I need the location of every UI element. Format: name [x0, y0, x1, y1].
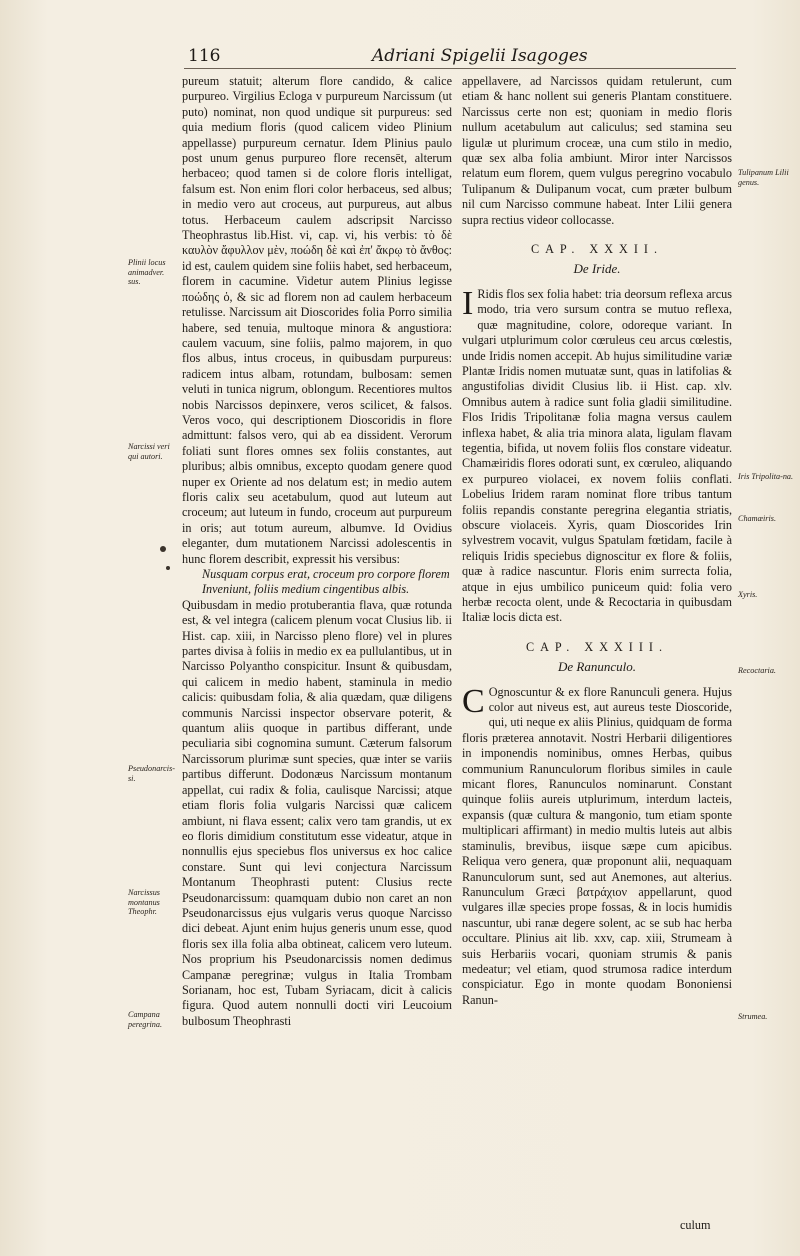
- drop-cap-c: C: [462, 682, 485, 720]
- left-paragraph-2: Quibusdam in medio protuberantia flava, quæ rotunda est, & vel integra (calicem plenum vocat Clusius lib. ii Hist. cap. xiii, in Narcisso pleno flore) vel in plures partes divisa à foliis in medio ex ea pullulantibus, ut in Narcisso Polyantho conspicitur. Insunt & quibusdam, qui calicem in medio habent, staminula in medio calicis: quibusdam folia, & alia quædam, quæ diligens communis Narcissi inspector observare poterit, & quantum aliis quoque in partibus differant, unde peculiaria sibi cognomina sumunt. Cæterum falsorum Narcissorum plurimæ sunt species, quæ inter se variis partibus differunt. Dodonæus Narcissum montanum appellat, cui radix & folia, caulisque Narcissi; atque etiam floris folia vulgaris Narcissi quæ calicem ambiunt, ni flava essent; calix vero tam grandis, ut ex eo floris dimidium constitutum esse videatur, atque in nonnullis ejus speciebus flos universus ex hoc calice constare. Sunt qui levi conjectura Narcissum Montanum Theophrasti putent: Clusius recte Pseudonarcissum: quamquam dubio non caret an non Pseudonarcissus ejus vulgaris verus quoque Narcisso dici debeat. Ajunt enim hujus generis unum esse, quod floris sex illa folia alba obtineat, calicem vero luteum. Nos proprium his Pseudonarcissis nomen dedimus Campanæ peregrinæ; vulgus in Italia Trombam Sorianam, hoc est, Tubam Syriacam, dicit à calicis figura. Quod autem nonnulli docti viri Leucoium bulbosum Theophrasti: [182, 597, 452, 1028]
- margin-note-campana: Campana peregrina.: [128, 1010, 163, 1029]
- margin-note-narcissi-veri: Narcissi veri qui autori.: [128, 442, 170, 461]
- iris-paragraph: [462, 284, 732, 626]
- page-number: 116: [188, 46, 221, 66]
- verse-line-1: Nusquam corpus erat, croceum pro corpore florem: [202, 567, 450, 581]
- left-column: [182, 74, 452, 1029]
- margin-note-chamaeiris: Chamæiris.: [738, 514, 776, 523]
- margin-note-pseudonarcissi: Pseudonarcis-si.: [128, 764, 175, 783]
- margin-note-xyris: Xyris.: [738, 590, 758, 599]
- left-paragraph-1: pureum statuit; alterum flore candido, & calice purpureo. Virgilius Ecloga v purpureum Narcissum (ut puto) nominat, non quod undique sit purpureus: sed quia medium floris (quod calicem video Plinium appellasse) purpureum cernatur. Idem Plinius paulo post unum genus purpureo flore recensēt, alterum herbaceo; quod tamen si de colore floris intelligat, falsum est. Non enim flori color herbaceus, sed albus; in medio vero aut croceus, aut purpureus, aut albus totus. Herbaceum caulem adscripsit Narcisso Theophrastus lib.Hist. vi, cap. vi, his verbis: τὸ δὲ καυλὸν ἄφυλλον μὲν, ποώδη δὲ καὶ ἐπ' ἄκρῳ τὸ ἄνθος: id est, caulem quidem sine foliis habet, sed herbaceum, florem in cacumine. Videtur autem Plinius legisse ποώδης ὁ, & sic ad florem non ad caulem herbaceum retulisse. Narcissum ait Dioscorides folia Porro similia habere, sed tenuia, multoque minora & angustiora: caulem vacuum, sine foliis, palmo majorem, in quo flos albus, intus croceus, in quibusdam purpureus: radicem intus albam, rotundam, bulbosam: semen veluti in tunica nigrum, oblongum. Recentiores multos nobis Narcissos depinxere, veros scilicet, & falsos. Veros voco, qui descriptionem Dioscoridis in flore admittunt: falsos vero, qui ab ea dissident. Verorum foliati sunt flores omnes sex foliis constantes, aut pluribus; albis omnibus, excepto quodam genere quod nuper ex Oriente ad nos delatum est; in medio autem floris calix seu acetabulum, quod aut luteum aut croceum; aut luteum in fundo, croceum aut purpureum in oris; aut totum aureum, albumve. Id Ovidius eleganter, dum mutationem Narcissi adolescentis in hunc florem describit, expressit his versibus:: [182, 74, 452, 566]
- ink-spot: [166, 566, 170, 570]
- ranunculus-paragraph: [462, 682, 732, 1009]
- margin-note-plinii: Plinii locus animadver. sus.: [128, 258, 166, 286]
- chapter-heading-32: CAP. XXXII.: [530, 242, 664, 257]
- drop-cap-i: I: [462, 284, 474, 322]
- chapter-heading-33: CAP. XXXIII.: [525, 639, 669, 654]
- header-rule: [184, 68, 736, 69]
- verse-line-2: Inveniunt, foliis medium cingentibus albis.: [202, 582, 410, 597]
- iris-text: Ridis flos sex folia habet: tria deorsum reflexa arcus modo, tria vero sursum contra se mutuo reflexa, quæ magnitudine, colore, odoreque variant. In vulgari utplurimum color cœruleus ceu arcus cœlestis, unde Iridis nomen accepit. Ab hujus similitudine variæ Plantæ Iridis nomen mutuatæ sunt, quas in latifolias & angustifolias dividit Clusius lib. ii Hist. cap. xlv. Omnibus autem à radice sunt folia gladii similitudine. Flos Iridis Tripolitanæ folia magna versus caulem inflexa habet, & alia tria minora alata, ligulam flavam tegentia, bifida, ut novem foliis flos constare videatur. Chamæiridis flores odorati sunt, ex cœruleo, aliquando ex purpureo violacei, ex novem foliis conflati. Lobelius Iridem raram nominat flore tribus tantum foliis repandis constante peregrina elegantia striatis, obscure violaceis. Xyris, quam Dioscorides Irin sylvestrem vocavit, vulgus Spatulam fœtidam, facile à reliquis Iridis speciebus dignoscitur ex flore & foliis, quæ à radice nascuntur. Floris enim surrecta folia, atque in ejus umbilico puniceum quid: folia vero herbæ recocta olent, unde & Recoctaria in quibusdam Italiæ locis dicta est.: [462, 286, 732, 625]
- right-paragraph-1: appellavere, ad Narcissos quidam retulerunt, cum etiam & hanc nollent sui generis Plantam constituere. Narcissus certe non est; quoniam in medio floris nullum acetabulum aut caliculus; sed stamina seu ligulæ ut plurimum croceæ, una cum stilo in medio, quæ sex alba folia ambiunt. Miror inter Narcissos relatum eum florem, quem vulgus peregrino vocabulo Tulipanum & Dulipanum vocat, cum præter bulbum nil cum Narcisso commune habeat. Inter Lilii genera supra rectius videor collocasse.: [462, 74, 732, 227]
- running-head: Adriani Spigelii Isagoges: [372, 46, 588, 66]
- page-header: [0, 46, 800, 70]
- margin-note-iris-tripolitana: Iris Tripolita-na.: [738, 472, 794, 481]
- margin-note-narcissus-montanus: Narcissus montanus Theophr.: [128, 888, 160, 916]
- ranunculus-text: Ognoscuntur & ex flore Ranunculi genera. Hujus color aut niveus est, aut aureus teste Dioscoride, qui, uti neque ex aliis Plinius, quidquam de forma floris præterea annotavit. Nostri Herbarii diligentiores in imponendis nominibus, omnes Herbas, quibus communium Ranunculorum floribus similes in caule micant flores, Ranunculos nominarunt. Constant quinque foliis aureis utplurimum, interdum lacteis, expansis (quæ cultura & mangonio, tum etiam sponte multiplicari affirmant) in medio multis luteis aut albis staminulis, brevibus, iisque sæpe cum apicibus. Reliqua vero genera, quæ proponunt alii, nequaquam Ranunculorum sunt, sed aut Anemones, aut alterius. Ranunculum Græci βατράχιον appellarunt, quod vulgares illæ species prope fossas, & in locis humidis nascuntur, ubi ranæ degere solent, ac se sub hac herba occultare. Plinius ait lib. xxv, cap. xiii, Strumeam à suis Herbariis vocari, quoniam strumis & panis medeatur; vel etiam, quod strumosa radice interdum conspiciatur. Ego in monte quodam Bononiensi Ranun-: [462, 684, 732, 1007]
- ink-spot: [160, 546, 166, 552]
- chapter-title-ranunculus: De Ranunculo.: [558, 659, 636, 675]
- catchword: culum: [680, 1218, 711, 1232]
- margin-note-strumea: Strumea.: [738, 1012, 768, 1021]
- margin-note-tulipanum: Tulipanum Lilii genus.: [738, 168, 789, 187]
- chapter-title-iris: De Iride.: [573, 261, 621, 277]
- margin-note-recoctaria: Recoctaria.: [738, 666, 776, 675]
- right-column: [462, 74, 732, 1008]
